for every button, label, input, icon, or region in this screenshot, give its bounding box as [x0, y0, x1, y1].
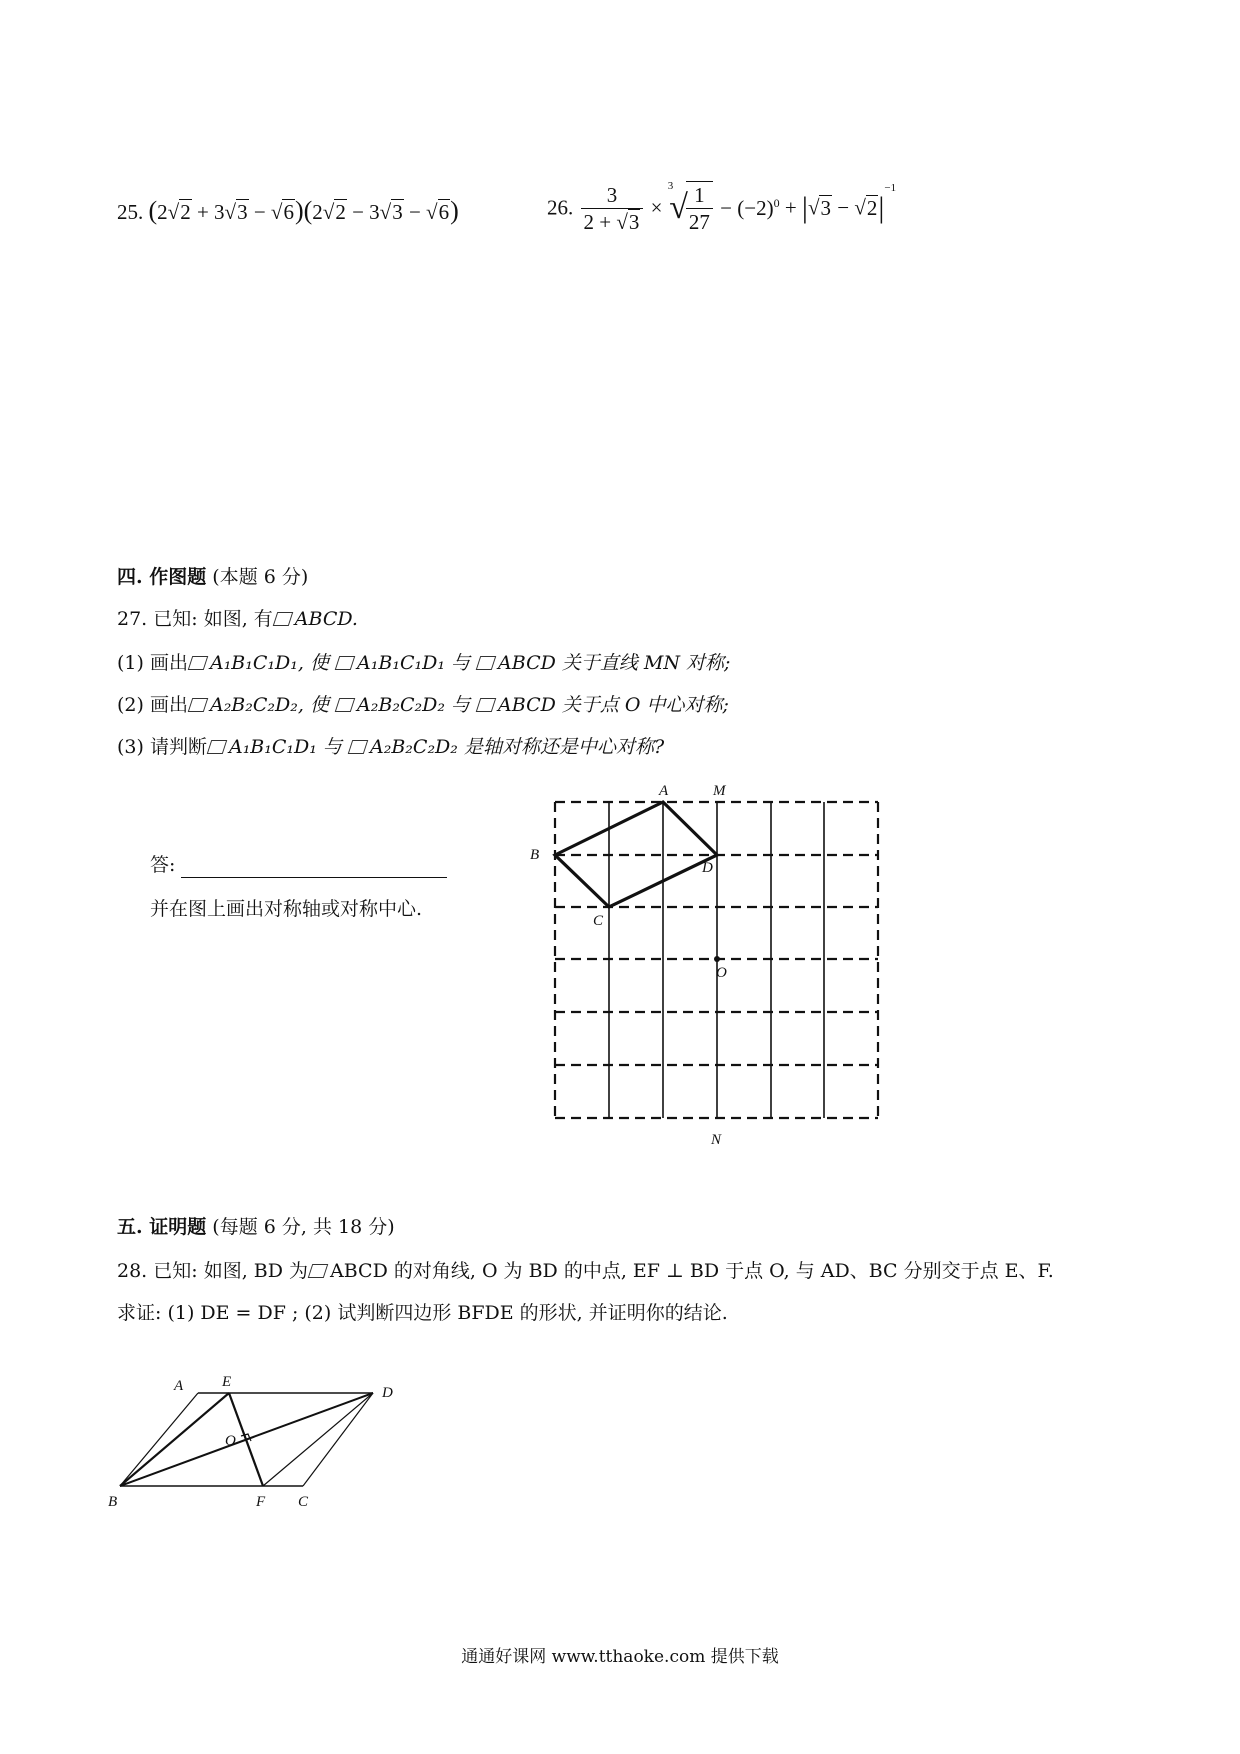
question-26 — [547, 180, 896, 235]
label-o: O — [225, 1433, 236, 1449]
footer-text: 通通好课网 www.tthaoke.com 提供下载 — [461, 1647, 779, 1667]
question-25-number: 25. — [117, 200, 144, 224]
radicand: 3 — [820, 195, 831, 220]
coef: 2 — [312, 200, 323, 224]
parallelogram-symbol-icon — [188, 656, 209, 670]
radicand: 3 — [237, 200, 248, 224]
label-c: C — [593, 913, 604, 929]
text: A₂B₂C₂D₂, 使 — [209, 694, 329, 716]
label-d: D — [702, 860, 713, 876]
radical-sign: √ — [669, 189, 688, 227]
cube-root-index: 3 — [667, 180, 674, 192]
exponent: −1 — [884, 182, 897, 194]
parallelogram-figure — [100, 1360, 420, 1520]
text: A₁B₁C₁D₁ 与 — [357, 652, 470, 674]
fraction — [581, 182, 644, 235]
fraction-denominator: 2 + √3 — [583, 209, 640, 234]
parallelogram-symbol-icon — [476, 656, 497, 670]
text: 28. 已知: 如图, BD 为 — [117, 1260, 309, 1282]
q27-part-1 — [117, 650, 730, 676]
side-cd — [303, 1393, 373, 1486]
section-points: (每题 6 分, 共 18 分) — [212, 1216, 395, 1238]
radicand: 2 — [866, 195, 878, 220]
abs-bar: | — [801, 191, 808, 225]
point-o — [714, 956, 720, 962]
text: ABCD 的对角线, O 为 BD 的中点, EF ⊥ BD 于点 O, 与 AD、BC 分别交于点 E、F. — [330, 1260, 1054, 1282]
q28-line-2: 求证: (1) DE = DF ; (2) 试判断四边形 BFDE 的形状, 并证明你的结论. — [117, 1302, 728, 1324]
answer-label: 答: — [150, 854, 176, 876]
exponent: 0 — [773, 195, 780, 210]
text: ABCD 关于直线 MN 对称; — [498, 652, 731, 674]
text: A₂B₂C₂D₂ 是轴对称还是中心对称? — [369, 736, 665, 758]
label-b: B — [530, 847, 540, 863]
parallelogram-symbol-icon — [188, 698, 209, 712]
parallelogram-symbol-icon — [207, 740, 228, 754]
radicand: 6 — [438, 200, 450, 224]
parallelogram-symbol-icon — [348, 740, 369, 754]
text: (2) 画出 — [117, 694, 188, 716]
label-n: N — [711, 1132, 722, 1148]
text: A₁B₁C₁D₁, 使 — [209, 652, 329, 674]
radicand: 2 — [180, 200, 191, 224]
segment-fd — [263, 1393, 373, 1486]
radicand: 3 — [392, 200, 403, 224]
text: A₂B₂C₂D₂ 与 — [357, 694, 470, 716]
parallelogram-symbol-icon — [335, 656, 356, 670]
operator: − — [352, 200, 364, 224]
answer-blank — [181, 857, 447, 878]
question-26-number: 26. — [547, 195, 574, 220]
q27-intro — [117, 606, 358, 632]
label-o: O — [716, 965, 727, 981]
fraction-denominator: 27 — [688, 210, 710, 235]
radicand: 6 — [283, 200, 294, 224]
text: (3) 请判断 — [117, 736, 207, 758]
label-a: A — [174, 1378, 184, 1394]
minus-term: − (−2) — [720, 195, 774, 220]
q28-line-1 — [117, 1258, 1054, 1284]
section-title: 四. 作图题 — [117, 566, 207, 588]
text: A₁B₁C₁D₁ 与 — [228, 736, 342, 758]
section-title: 五. 证明题 — [117, 1216, 207, 1238]
q27-part-2 — [117, 692, 729, 718]
parallelogram-symbol-icon — [273, 612, 294, 626]
radicand: 3 — [628, 209, 640, 234]
label-c: C — [298, 1494, 309, 1510]
abs-bar: | — [878, 191, 885, 225]
parallelogram-symbol-icon — [308, 1264, 329, 1278]
section-4-heading — [117, 564, 308, 590]
coef: 3 — [214, 200, 225, 224]
section-5-heading — [117, 1214, 395, 1240]
label-e: E — [222, 1374, 232, 1390]
segment-be — [120, 1393, 229, 1486]
operator: − — [253, 200, 266, 224]
coef: 3 — [369, 200, 380, 224]
cube-root-fraction — [686, 181, 713, 235]
section-points: (本题 6 分) — [212, 566, 309, 588]
text: ABCD 关于点 O 中心对称; — [498, 694, 729, 716]
answer-note: 并在图上画出对称轴或对称中心. — [150, 898, 423, 920]
label-m: M — [713, 783, 726, 799]
label-a: A — [659, 783, 669, 799]
parallelogram-symbol-icon — [476, 698, 497, 712]
operator: − — [408, 200, 421, 224]
operator: − — [837, 195, 850, 220]
plus-sign: + — [784, 195, 797, 220]
text: (1) 画出 — [117, 652, 188, 674]
fraction-numerator: 1 — [686, 182, 713, 209]
label-f: F — [256, 1494, 266, 1510]
minus-power-term — [720, 196, 779, 220]
text: 27. 已知: 如图, 有 — [117, 608, 273, 630]
label-b: B — [108, 1494, 118, 1510]
coef: 2 — [157, 200, 168, 224]
abs-content: √3 − √2 — [807, 195, 878, 220]
grid-figure — [520, 775, 900, 1155]
label-d: D — [382, 1385, 393, 1401]
fraction-numerator: 3 — [581, 182, 644, 209]
operator: + — [196, 200, 209, 224]
question-25: 25. (2√2 + 3√3 − √6)(2√2 − 3√3 − √6) — [117, 196, 459, 225]
times-sign: × — [650, 195, 663, 220]
q27-part-3 — [117, 734, 664, 760]
denominator-part: 2 + — [583, 209, 612, 234]
radicand: 2 — [335, 200, 346, 224]
parallelogram-symbol-icon — [335, 698, 356, 712]
answer-line — [150, 852, 447, 878]
text: ABCD. — [294, 608, 358, 630]
